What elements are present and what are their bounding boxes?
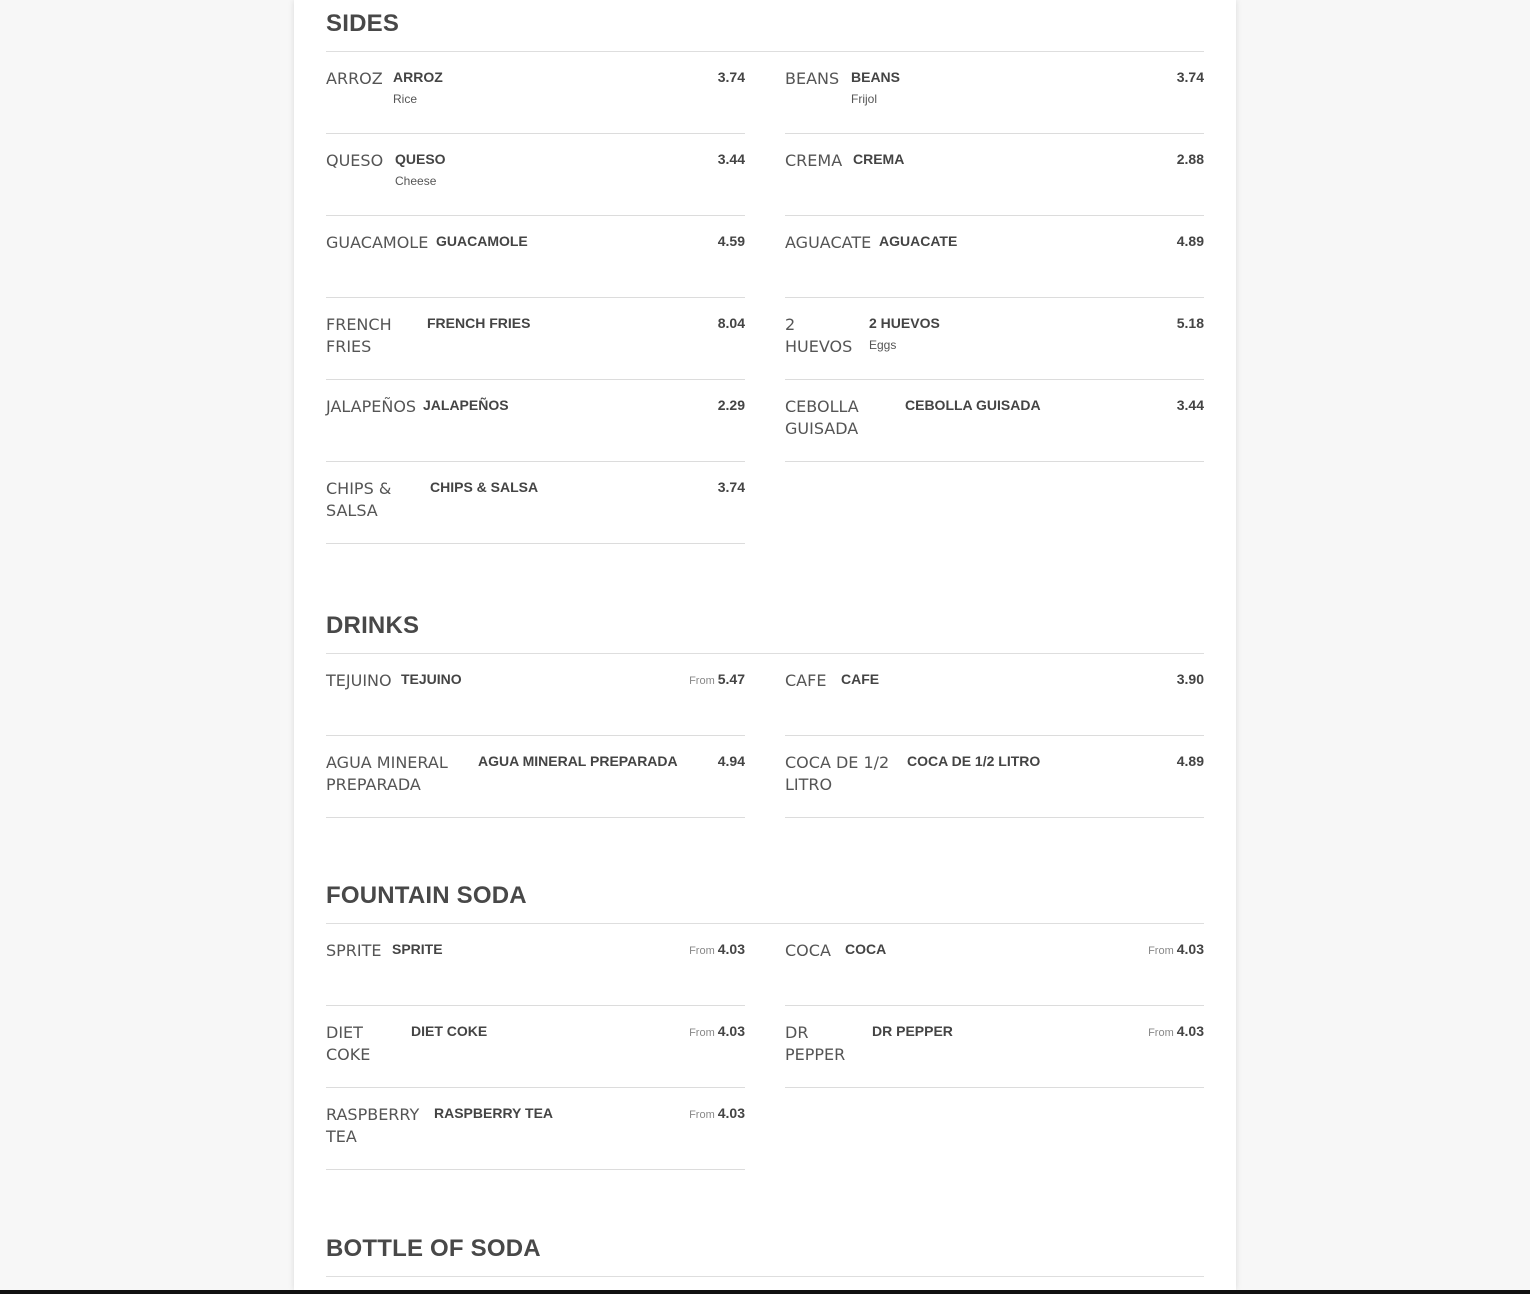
- item-price: 4.89: [1176, 753, 1204, 769]
- item-price-wrap: [718, 68, 745, 87]
- item-price-wrap: [718, 396, 745, 415]
- menu-section: [326, 872, 1204, 1170]
- item-description: Cheese: [395, 174, 437, 188]
- item-name[interactable]: TEJUINO: [401, 671, 462, 687]
- item-name[interactable]: FRENCH FRIES: [427, 315, 531, 331]
- item-price-wrap: [718, 478, 745, 497]
- item-info: [905, 396, 1177, 414]
- item-price: 3.74: [1176, 69, 1204, 85]
- price-from-label: From: [689, 945, 715, 957]
- item-info: [434, 1104, 689, 1122]
- item-name[interactable]: BEANS: [851, 69, 901, 85]
- menu-item[interactable]: [326, 52, 745, 134]
- menu-section: [326, 1225, 1204, 1277]
- section-title: BOTTLE OF SODA: [326, 1225, 1204, 1277]
- item-image[interactable]: AGUACATE: [785, 233, 872, 252]
- item-info: [869, 314, 1177, 352]
- item-image[interactable]: CEBOLLA GUISADA: [785, 397, 859, 438]
- item-price: 5.18: [1176, 315, 1204, 331]
- item-name[interactable]: ARROZ: [393, 69, 443, 85]
- item-image[interactable]: CREMA: [785, 151, 843, 170]
- item-info: [427, 314, 718, 332]
- item-name[interactable]: GUACAMOLE: [436, 233, 528, 249]
- item-name[interactable]: 2 HUEVOS: [869, 315, 940, 331]
- menu-item[interactable]: [326, 1088, 745, 1170]
- item-name[interactable]: QUESO: [395, 151, 446, 167]
- item-price: 8.04: [717, 315, 745, 331]
- item-name[interactable]: JALAPEÑOS: [423, 397, 509, 413]
- item-price: 4.94: [717, 753, 745, 769]
- item-info: [430, 478, 718, 496]
- item-price-wrap: [689, 1022, 745, 1042]
- item-price-wrap: [1177, 232, 1204, 251]
- menu-item[interactable]: [785, 298, 1204, 380]
- item-price-wrap: [1177, 670, 1204, 689]
- item-price: 3.90: [1176, 671, 1204, 687]
- item-name[interactable]: AGUACATE: [879, 233, 958, 249]
- item-grid: [326, 654, 1204, 818]
- item-price: 4.03: [717, 1023, 745, 1039]
- item-image[interactable]: TEJUINO: [326, 671, 392, 690]
- item-price-wrap: [718, 232, 745, 251]
- menu-item[interactable]: [785, 134, 1204, 216]
- item-price-wrap: [1177, 68, 1204, 87]
- item-grid: [326, 52, 1204, 544]
- item-info: [392, 940, 689, 958]
- item-name[interactable]: RASPBERRY TEA: [434, 1105, 554, 1121]
- item-image[interactable]: FRENCH FRIES: [326, 315, 392, 356]
- item-price: 4.03: [717, 941, 745, 957]
- item-price-wrap: [689, 670, 745, 690]
- menu-section: [326, 602, 1204, 818]
- item-price-wrap: [689, 1104, 745, 1124]
- item-price: 3.44: [717, 151, 745, 167]
- item-price: 4.03: [1176, 1023, 1204, 1039]
- item-info: [436, 232, 718, 250]
- menu-item[interactable]: [785, 216, 1204, 298]
- item-price: 2.88: [1176, 151, 1204, 167]
- item-name[interactable]: CHIPS & SALSA: [430, 479, 539, 495]
- item-price-wrap: [718, 314, 745, 333]
- item-price: 3.74: [717, 479, 745, 495]
- item-info: [395, 150, 718, 188]
- item-price-wrap: [1148, 1022, 1204, 1042]
- menu-item[interactable]: [785, 52, 1204, 134]
- menu-item[interactable]: [326, 380, 745, 462]
- item-name[interactable]: CEBOLLA GUISADA: [905, 397, 1041, 413]
- item-name[interactable]: SPRITE: [392, 941, 443, 957]
- item-price-wrap: [1177, 396, 1204, 415]
- menu-item[interactable]: [326, 216, 745, 298]
- item-image[interactable]: DIET COKE: [326, 1023, 371, 1064]
- item-name[interactable]: DIET COKE: [411, 1023, 488, 1039]
- item-price-wrap: [1177, 314, 1204, 333]
- item-image[interactable]: SPRITE: [326, 941, 382, 960]
- item-image[interactable]: JALAPEÑOS: [326, 397, 417, 416]
- item-price: 4.03: [1176, 941, 1204, 957]
- item-image[interactable]: QUESO: [326, 151, 384, 170]
- price-from-label: From: [689, 1027, 715, 1039]
- menu-item[interactable]: [326, 298, 745, 380]
- menu-item[interactable]: [326, 1006, 745, 1088]
- item-image[interactable]: CAFE: [785, 671, 827, 690]
- item-price: 5.47: [717, 671, 745, 687]
- item-description: Eggs: [869, 338, 897, 352]
- item-price: 4.59: [717, 233, 745, 249]
- price-from-label: From: [1148, 1027, 1174, 1039]
- item-info: [423, 396, 718, 414]
- section-title: DRINKS: [326, 602, 1204, 654]
- item-image[interactable]: ARROZ: [326, 69, 383, 88]
- item-price-wrap: [1148, 940, 1204, 960]
- menu-item[interactable]: [785, 1006, 1204, 1088]
- item-price-wrap: [1177, 752, 1204, 771]
- item-price-wrap: [689, 940, 745, 960]
- item-info: [393, 68, 718, 106]
- item-name[interactable]: CAFE: [841, 671, 880, 687]
- menu-item[interactable]: [785, 380, 1204, 462]
- price-from-label: From: [1148, 945, 1174, 957]
- item-name[interactable]: COCA: [845, 941, 887, 957]
- menu-item[interactable]: [326, 736, 745, 818]
- menu-section: [326, 0, 1204, 544]
- item-image[interactable]: BEANS: [785, 69, 840, 88]
- menu-item[interactable]: [326, 462, 745, 544]
- price-from-label: From: [689, 1109, 715, 1121]
- item-info: [907, 752, 1177, 770]
- menu-item[interactable]: [326, 654, 745, 736]
- item-info: [411, 1022, 689, 1040]
- item-info: [401, 670, 689, 688]
- item-info: [853, 150, 1177, 168]
- item-image[interactable]: DR PEPPER: [785, 1023, 846, 1064]
- item-image[interactable]: CHIPS & SALSA: [326, 479, 392, 520]
- item-image[interactable]: 2 HUEVOS: [785, 315, 853, 356]
- menu-item[interactable]: [326, 134, 745, 216]
- item-price: 2.29: [717, 397, 745, 413]
- price-from-label: From: [689, 675, 715, 687]
- menu-item[interactable]: [785, 654, 1204, 736]
- section-title: SIDES: [326, 0, 1204, 52]
- item-image[interactable]: COCA DE 1/2 LITRO: [785, 753, 890, 794]
- item-price-wrap: [718, 150, 745, 169]
- item-price-wrap: [718, 752, 745, 771]
- item-info: [851, 68, 1177, 106]
- item-grid: [326, 924, 1204, 1170]
- item-image[interactable]: COCA: [785, 941, 831, 960]
- item-price: 3.44: [1176, 397, 1204, 413]
- item-image[interactable]: GUACAMOLE: [326, 233, 429, 252]
- item-image[interactable]: RASPBERRY TEA: [326, 1105, 420, 1146]
- section-title: FOUNTAIN SODA: [326, 872, 1204, 924]
- item-price: 3.74: [717, 69, 745, 85]
- item-info: [478, 752, 718, 770]
- item-name[interactable]: COCA DE 1/2 LITRO: [907, 753, 1041, 769]
- menu-item[interactable]: [785, 736, 1204, 818]
- item-description: Frijol: [851, 92, 877, 106]
- item-price: 4.89: [1176, 233, 1204, 249]
- item-name[interactable]: CREMA: [853, 151, 905, 167]
- item-info: [879, 232, 1177, 250]
- menu-item[interactable]: [785, 924, 1204, 1006]
- menu-item[interactable]: [326, 924, 745, 1006]
- item-info: [872, 1022, 1148, 1040]
- bottom-bar: [0, 1290, 1530, 1294]
- item-info: [845, 940, 1148, 958]
- item-price: 4.03: [717, 1105, 745, 1121]
- item-info: [841, 670, 1177, 688]
- item-name[interactable]: DR PEPPER: [872, 1023, 953, 1039]
- item-image[interactable]: AGUA MINERAL PREPARADA: [326, 753, 448, 794]
- item-price-wrap: [1177, 150, 1204, 169]
- item-name[interactable]: AGUA MINERAL PREPARADA: [478, 753, 678, 769]
- item-description: Rice: [393, 92, 418, 106]
